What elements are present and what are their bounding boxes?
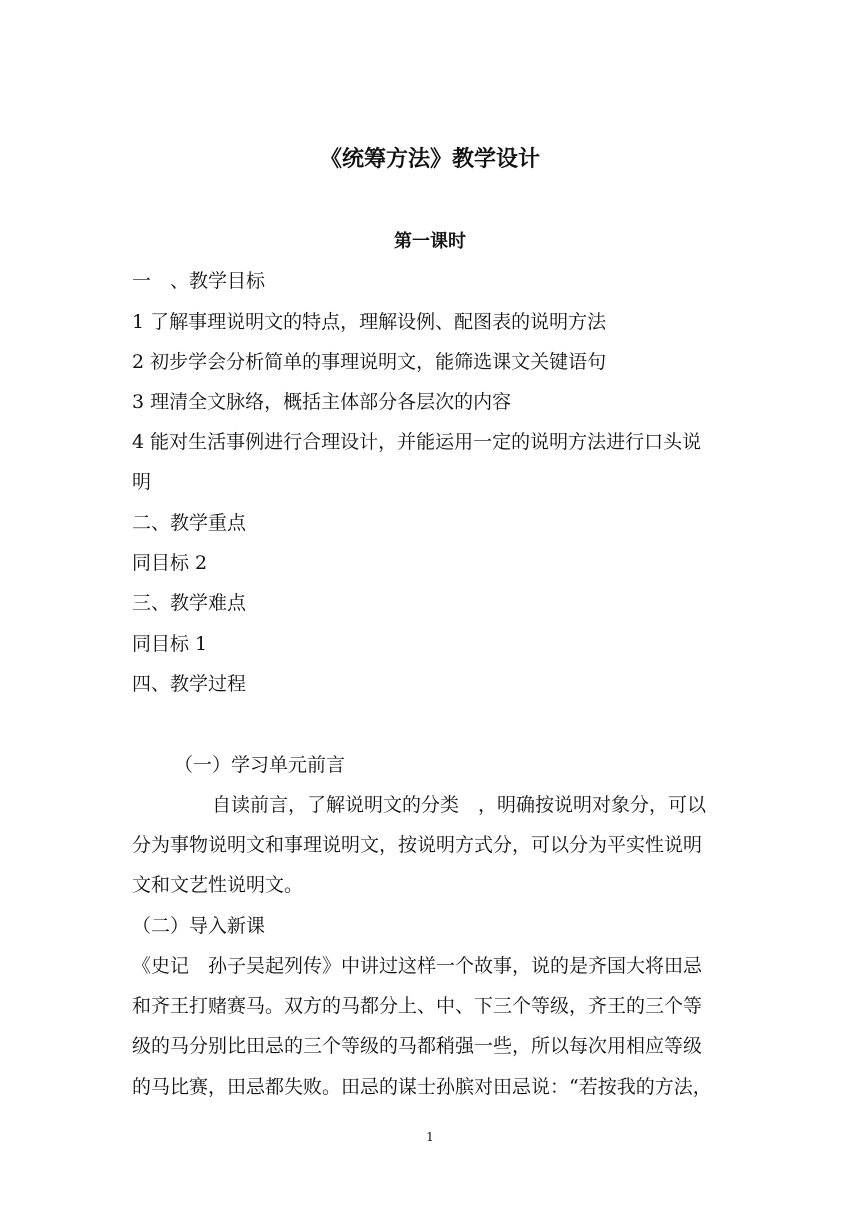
- section-heading-difficulties: 三、教学难点: [132, 592, 247, 614]
- intro-paragraph-line-4: 的马比赛，田忌都失败。田忌的谋士孙膑对田忌说：“若按我的方法，: [132, 1076, 712, 1098]
- intro-paragraph-line-2: 和齐王打赌赛马。双方的马都分上、中、下三个等级，齐王的三个等: [132, 995, 703, 1017]
- objective-1: 1 了解事理说明文的特点，理解设例、配图表的说明方法: [132, 311, 607, 333]
- section-heading-objectives: 一 、教学目标: [132, 270, 266, 292]
- section-heading-key-points: 二、教学重点: [132, 512, 247, 534]
- page-number: 1: [426, 1130, 434, 1144]
- difficulties-text: 同目标 1: [132, 633, 208, 655]
- objective-2: 2 初步学会分析简单的事理说明文，能筛选课文关键语句: [132, 351, 607, 373]
- key-points-text: 同目标 2: [132, 552, 208, 574]
- subsection-heading-intro: （二）导入新课: [132, 915, 266, 937]
- document-title: 《统筹方法》教学设计: [319, 147, 540, 172]
- preface-paragraph-line-2: 分为事物说明文和事理说明文，按说明方式分，可以分为平实性说明: [132, 834, 703, 856]
- objective-3: 3 理清全文脉络，概括主体部分各层次的内容: [132, 391, 512, 413]
- objective-4-continued: 明: [132, 471, 152, 493]
- intro-paragraph-line-1: 《史记 孙子吴起列传》中讲过这样一个故事，说的是齐国大将田忌: [132, 955, 703, 977]
- objective-4: 4 能对生活事例进行合理设计，并能运用一定的说明方法进行口头说: [132, 431, 702, 453]
- preface-paragraph-line-3: 文和文艺性说明文。: [132, 874, 304, 896]
- intro-paragraph-line-3: 级的马分别比田忌的三个等级的马都稍强一些，所以每次用相应等级: [132, 1035, 703, 1057]
- lesson-subtitle: 第一课时: [394, 231, 466, 252]
- section-heading-process: 四、教学过程: [132, 673, 247, 695]
- subsection-heading-preface: （一）学习单元前言: [174, 754, 346, 776]
- preface-paragraph-line-1: 自读前言，了解说明文的分类 ，明确按说明对象分，可以: [212, 794, 707, 816]
